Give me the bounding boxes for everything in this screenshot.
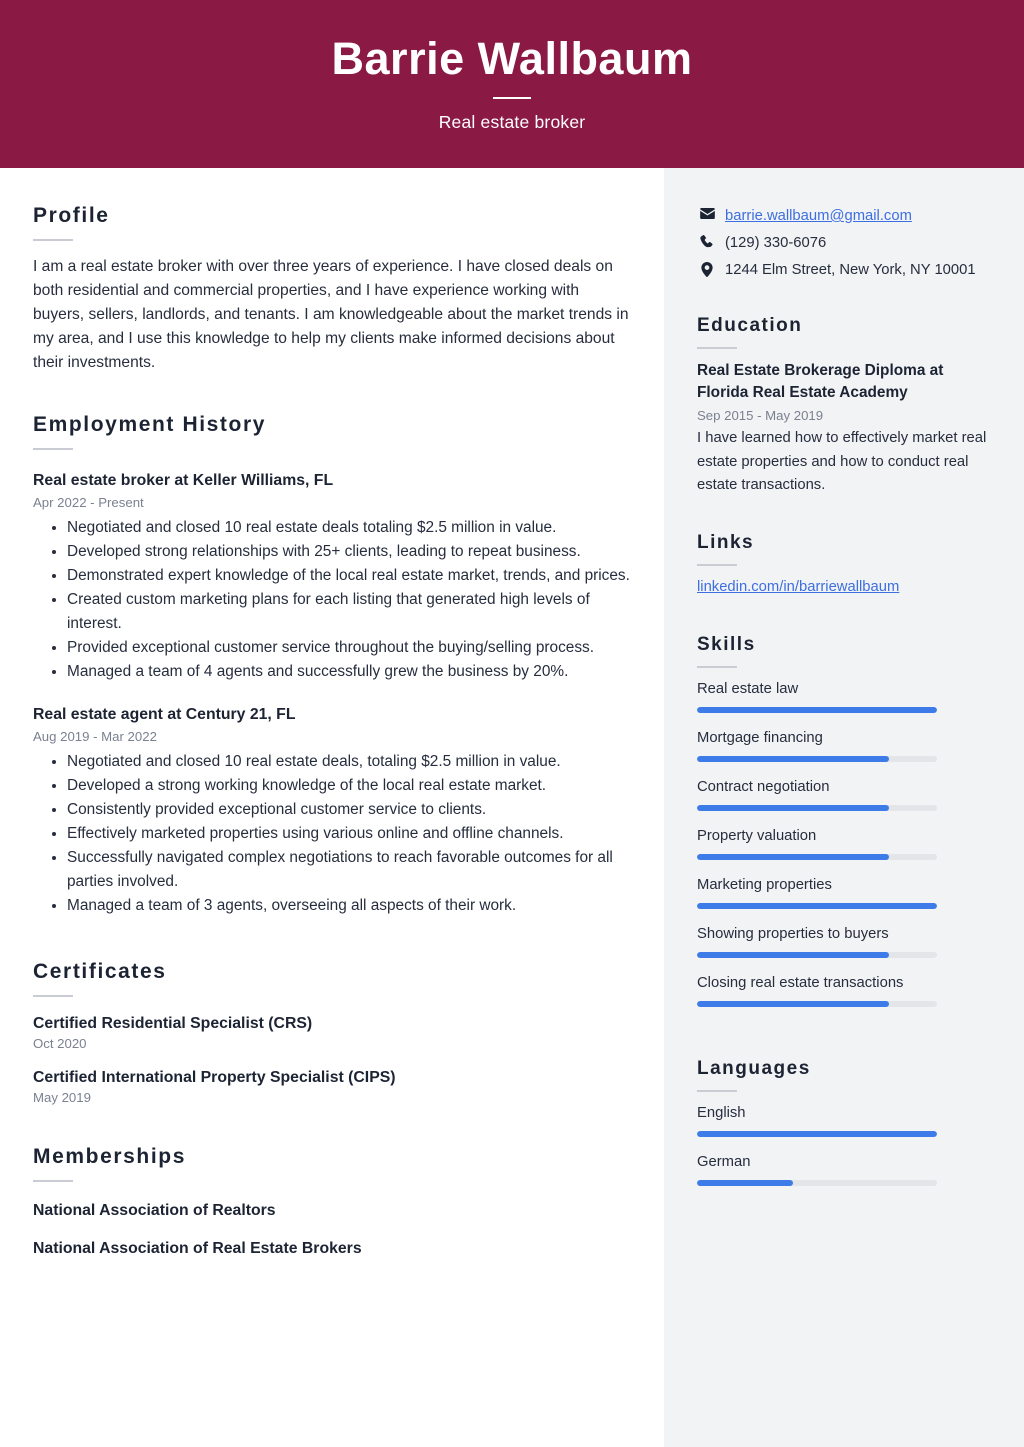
job-bullet: Provided exceptional customer service throughout the buying/selling process. xyxy=(67,636,630,660)
job-bullet: Consistently provided exceptional customer service to clients. xyxy=(67,798,630,822)
job-bullet: Managed a team of 3 agents, overseeing all aspects of their work. xyxy=(67,894,630,918)
contact-list xyxy=(697,206,988,281)
language-bar-track xyxy=(697,1131,937,1137)
memberships-heading: Memberships xyxy=(33,1145,186,1168)
language-item xyxy=(697,1152,988,1186)
employment-heading: Employment History xyxy=(33,413,267,436)
skill-item xyxy=(697,875,988,909)
links-heading-divider xyxy=(697,564,737,566)
languages-heading-divider xyxy=(697,1090,737,1092)
language-item xyxy=(697,1103,988,1137)
skill-bar-track xyxy=(697,1001,937,1007)
education-heading-divider xyxy=(697,347,737,349)
skill-label: Real estate law xyxy=(697,680,799,697)
header-divider xyxy=(493,97,531,99)
envelope-icon xyxy=(697,206,717,219)
spacer-profile xyxy=(33,379,630,413)
address-text: 1244 Elm Street, New York, NY 10001 xyxy=(725,262,976,278)
section-employment xyxy=(33,413,630,918)
language-label: English xyxy=(697,1104,746,1121)
candidate-name: Barrie Wallbaum xyxy=(331,33,693,85)
certificate-item xyxy=(33,1015,630,1051)
section-languages xyxy=(697,1058,988,1186)
education-date: Sep 2015 - May 2019 xyxy=(697,408,824,423)
employment-heading-divider xyxy=(33,448,73,450)
phone-number: (129) 330-6076 xyxy=(725,235,827,251)
certificate-item xyxy=(33,1069,630,1105)
languages-heading: Languages xyxy=(697,1057,811,1079)
contact-row-email xyxy=(697,206,988,227)
skill-bar-track xyxy=(697,952,937,958)
skill-bar-fill xyxy=(697,1001,889,1007)
section-skills xyxy=(697,634,988,1007)
education-description: I have learned how to effectively market real estate properties and how to conduct real estate transactions. xyxy=(697,430,987,493)
skill-bar-fill xyxy=(697,952,889,958)
sidebar-column xyxy=(664,168,1024,1447)
skill-item xyxy=(697,777,988,811)
education-heading: Education xyxy=(697,315,803,336)
job-bullet: Effectively marketed properties using various online and offline channels. xyxy=(67,822,630,846)
skills-heading-divider xyxy=(697,666,737,668)
resume-body xyxy=(0,168,1024,1447)
skill-label: Property valuation xyxy=(697,827,817,844)
skill-label: Showing properties to buyers xyxy=(697,925,889,942)
job-bullet: Successfully navigated complex negotiations to reach favorable outcomes for all parties involved. xyxy=(67,846,630,894)
email-link[interactable]: barrie.wallbaum@gmail.com xyxy=(725,208,912,224)
skills-heading: Skills xyxy=(697,633,756,655)
employment-entry xyxy=(33,704,630,918)
main-column xyxy=(0,168,664,1447)
profile-heading: Profile xyxy=(33,204,110,227)
certificate-date: Oct 2020 xyxy=(33,1036,87,1051)
skill-label: Mortgage financing xyxy=(697,729,823,746)
profile-heading-divider xyxy=(33,239,73,241)
language-bar-fill xyxy=(697,1180,793,1186)
skill-item xyxy=(697,728,988,762)
job-date: Aug 2019 - Mar 2022 xyxy=(33,729,157,744)
job-date: Apr 2022 - Present xyxy=(33,495,144,510)
skill-bar-fill xyxy=(697,903,937,909)
skill-bar-track xyxy=(697,707,937,713)
spacer-employment xyxy=(33,922,630,960)
section-memberships xyxy=(33,1145,630,1258)
language-bar-track xyxy=(697,1180,937,1186)
phone-icon xyxy=(697,233,717,249)
job-title: Real estate agent at Century 21, FL xyxy=(33,706,296,723)
job-title: Real estate broker at Keller Williams, FL xyxy=(33,472,334,489)
membership-item: National Association of Real Estate Brokers xyxy=(33,1240,362,1257)
skill-label: Closing real estate transactions xyxy=(697,974,904,991)
profile-text: I am a real estate broker with over three years of experience. I have closed deals on both residential and commercial properties, and I have experience working with buyers, sellers, landlords, and tenants. I am knowledgeable about the market trends in my area, and I use this knowledge to help my clients make informed decisions about their investments. xyxy=(33,258,629,371)
education-entry xyxy=(697,360,988,498)
certificate-name: Certified International Property Specialist (CIPS) xyxy=(33,1069,396,1086)
job-bullet: Negotiated and closed 10 real estate deals totaling $2.5 million in value. xyxy=(67,516,630,540)
skill-bar-fill xyxy=(697,756,889,762)
membership-item: National Association of Realtors xyxy=(33,1202,276,1219)
certificates-heading-divider xyxy=(33,995,73,997)
job-bullet: Negotiated and closed 10 real estate deals, totaling $2.5 million in value. xyxy=(67,750,630,774)
contact-row-phone xyxy=(697,233,988,254)
location-pin-icon xyxy=(697,260,717,277)
skill-item xyxy=(697,973,988,1007)
job-bullets xyxy=(33,516,630,684)
skill-bar-track xyxy=(697,854,937,860)
skill-bar-track xyxy=(697,903,937,909)
language-label: German xyxy=(697,1153,751,1170)
section-education xyxy=(697,315,988,498)
spacer-education xyxy=(697,502,988,532)
education-title: Real Estate Brokerage Diploma at Florida Real Estate Academy xyxy=(697,362,944,401)
section-links xyxy=(697,532,988,598)
skill-bar-track xyxy=(697,756,937,762)
language-bar-fill xyxy=(697,1131,937,1137)
spacer-skills xyxy=(697,1022,988,1058)
candidate-job-title: Real estate broker xyxy=(438,111,586,132)
linkedin-link[interactable]: linkedin.com/in/barriewallbaum xyxy=(697,578,900,595)
skill-item xyxy=(697,679,988,713)
job-bullet: Developed strong relationships with 25+ clients, leading to repeat business. xyxy=(67,540,630,564)
skill-bar-fill xyxy=(697,707,937,713)
memberships-heading-divider xyxy=(33,1180,73,1182)
section-certificates xyxy=(33,960,630,1105)
resume-header xyxy=(0,0,1024,168)
job-bullets xyxy=(33,750,630,918)
certificate-date: May 2019 xyxy=(33,1090,91,1105)
job-bullet: Managed a team of 4 agents and successfully grew the business by 20%. xyxy=(67,660,630,684)
spacer-links xyxy=(697,602,988,634)
skill-item xyxy=(697,924,988,958)
skill-bar-track xyxy=(697,805,937,811)
skill-item xyxy=(697,826,988,860)
certificate-name: Certified Residential Specialist (CRS) xyxy=(33,1015,313,1032)
job-bullet: Developed a strong working knowledge of the local real estate market. xyxy=(67,774,630,798)
certificates-heading: Certificates xyxy=(33,960,167,983)
job-bullet: Demonstrated expert knowledge of the local real estate market, trends, and prices. xyxy=(67,564,630,588)
section-profile xyxy=(33,204,630,375)
skill-bar-fill xyxy=(697,805,889,811)
contact-row-address xyxy=(697,260,988,281)
skill-bar-fill xyxy=(697,854,889,860)
job-bullet: Created custom marketing plans for each listing that generated high levels of interest. xyxy=(67,588,630,636)
employment-entry xyxy=(33,470,630,684)
skill-label: Marketing properties xyxy=(697,876,832,893)
skill-label: Contract negotiation xyxy=(697,778,830,795)
links-heading: Links xyxy=(697,531,755,553)
spacer-certificates xyxy=(33,1109,630,1145)
